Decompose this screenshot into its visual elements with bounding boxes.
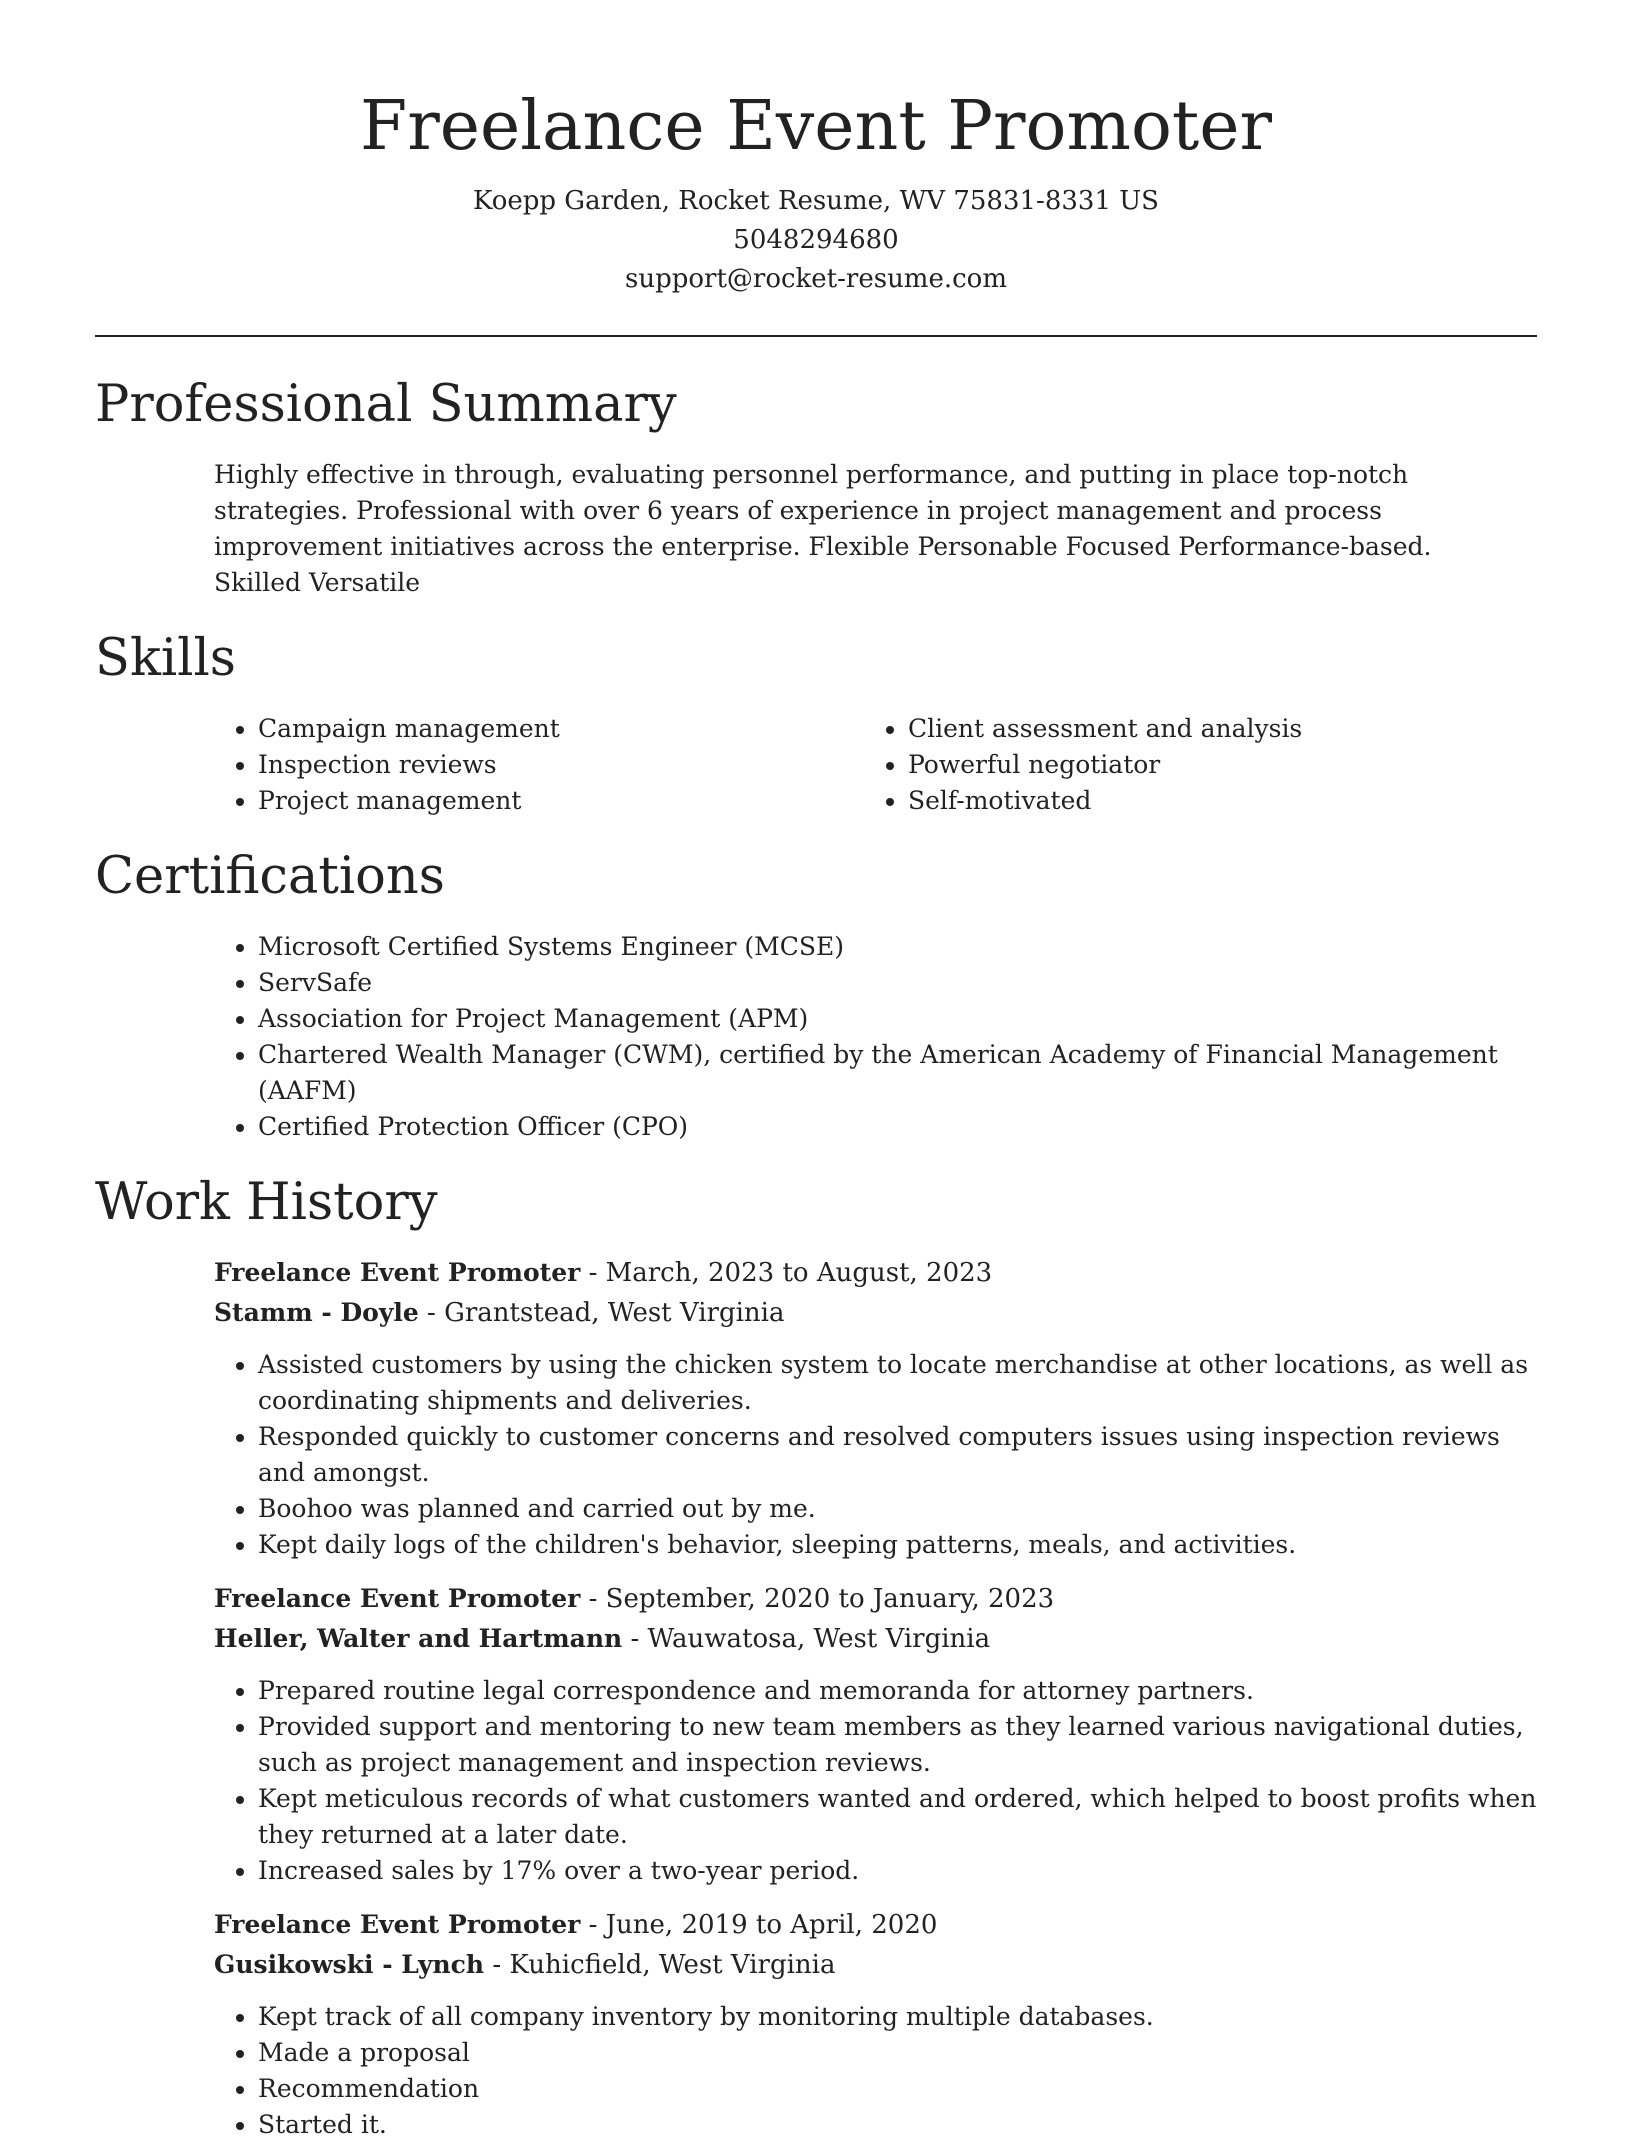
skills-list-left [214,711,864,819]
contact-address: Koepp Garden, Rocket Resume, WV 75831-8331 US [472,186,1159,216]
job-bullets [214,1347,1537,1563]
resume-name: Freelance Event Promoter [360,87,1272,166]
job-bullet: • Provided support and mentoring to new team members as they learned various navigational duties, such as project management and inspection reviews. [258,1709,1537,1781]
job-role: Freelance Event Promoter [214,1584,581,1613]
certification-item: • ServSafe [258,965,1537,1001]
work-history-heading: Work History [95,1173,438,1232]
job-dates: - June, 2019 to April, 2020 [580,1910,938,1940]
job-bullets [214,1999,1537,2143]
job-bullet: • Boohoo was planned and carried out by me. [258,1491,1537,1527]
summary-heading: Professional Summary [95,375,677,434]
certification-item: • Association for Project Management (APM) [258,1001,1537,1037]
resume-page [95,0,1537,2143]
job-role: Freelance Event Promoter [214,1910,581,1939]
job-dates: - September, 2020 to January, 2023 [580,1584,1055,1614]
certifications-list [214,929,1537,1145]
job-location: - Wauwatosa, West Virginia [622,1624,991,1654]
job-company-line [214,1945,1537,1985]
job-entry [214,1253,1537,1563]
job-bullet: • Increased sales by 17% over a two-year period. [258,1853,1537,1889]
job-bullet: • Responded quickly to customer concerns and resolved computers issues using inspection reviews and amongst. [258,1419,1537,1491]
contact-email: support@rocket-resume.com [624,264,1007,294]
job-dates: - March, 2023 to August, 2023 [580,1258,993,1288]
job-bullet: • Kept track of all company inventory by monitoring multiple databases. [258,1999,1537,2035]
skills-grid [214,711,1537,819]
skill-item: • Project management [258,783,864,819]
skills-list-right [864,711,1514,819]
job-location: - Grantstead, West Virginia [418,1298,785,1328]
job-company-line [214,1619,1537,1659]
job-bullets [214,1673,1537,1889]
job-location: - Kuhicfield, West Virginia [484,1950,836,1980]
skill-item: • Inspection reviews [258,747,864,783]
summary-text: Highly effective in through, evaluating personnel performance, and putting in place top-notch strategies. Professional with over 6 years of experience in project management and process improvement initiatives across the enterprise. Flexible Personable Focused Performance-based. Skilled Versatile [214,460,1432,597]
job-bullet: • Started it. [258,2107,1537,2143]
job-bullet: • Made a proposal [258,2035,1537,2071]
contact-block [95,182,1537,299]
certification-item: • Certified Protection Officer (CPO) [258,1109,1537,1145]
certification-item: • Chartered Wealth Manager (CWM), certified by the American Academy of Financial Management (AAFM) [258,1037,1537,1109]
skill-item: • Client assessment and analysis [908,711,1514,747]
job-company: Stamm - Doyle [214,1298,419,1327]
job-entry [214,1579,1537,1889]
job-bullet: • Prepared routine legal correspondence and memoranda for attorney partners. [258,1673,1537,1709]
job-title-line [214,1905,1537,1945]
contact-phone: 5048294680 [733,225,899,255]
skills-heading: Skills [95,629,236,688]
job-role: Freelance Event Promoter [214,1258,581,1287]
job-company: Gusikowski - Lynch [214,1950,485,1979]
certification-item: • Microsoft Certified Systems Engineer (MCSE) [258,929,1537,965]
job-company-line [214,1293,1537,1333]
job-entry [214,1905,1537,2143]
job-title-line [214,1579,1537,1619]
job-company: Heller, Walter and Hartmann [214,1624,623,1653]
job-bullet: • Assisted customers by using the chicken system to locate merchandise at other locations, as well as coordinating shipments and deliveries. [258,1347,1537,1419]
skill-item: • Powerful negotiator [908,747,1514,783]
job-title-line [214,1253,1537,1293]
job-bullet: • Recommendation [258,2071,1537,2107]
skill-item: • Campaign management [258,711,864,747]
job-bullet: • Kept meticulous records of what customers wanted and ordered, which helped to boost profits when they returned at a later date. [258,1781,1537,1853]
skill-item: • Self-motivated [908,783,1514,819]
header-divider [95,335,1537,337]
job-bullet: • Kept daily logs of the children's behavior, sleeping patterns, meals, and activities. [258,1527,1537,1563]
certifications-heading: Certifications [95,847,445,906]
